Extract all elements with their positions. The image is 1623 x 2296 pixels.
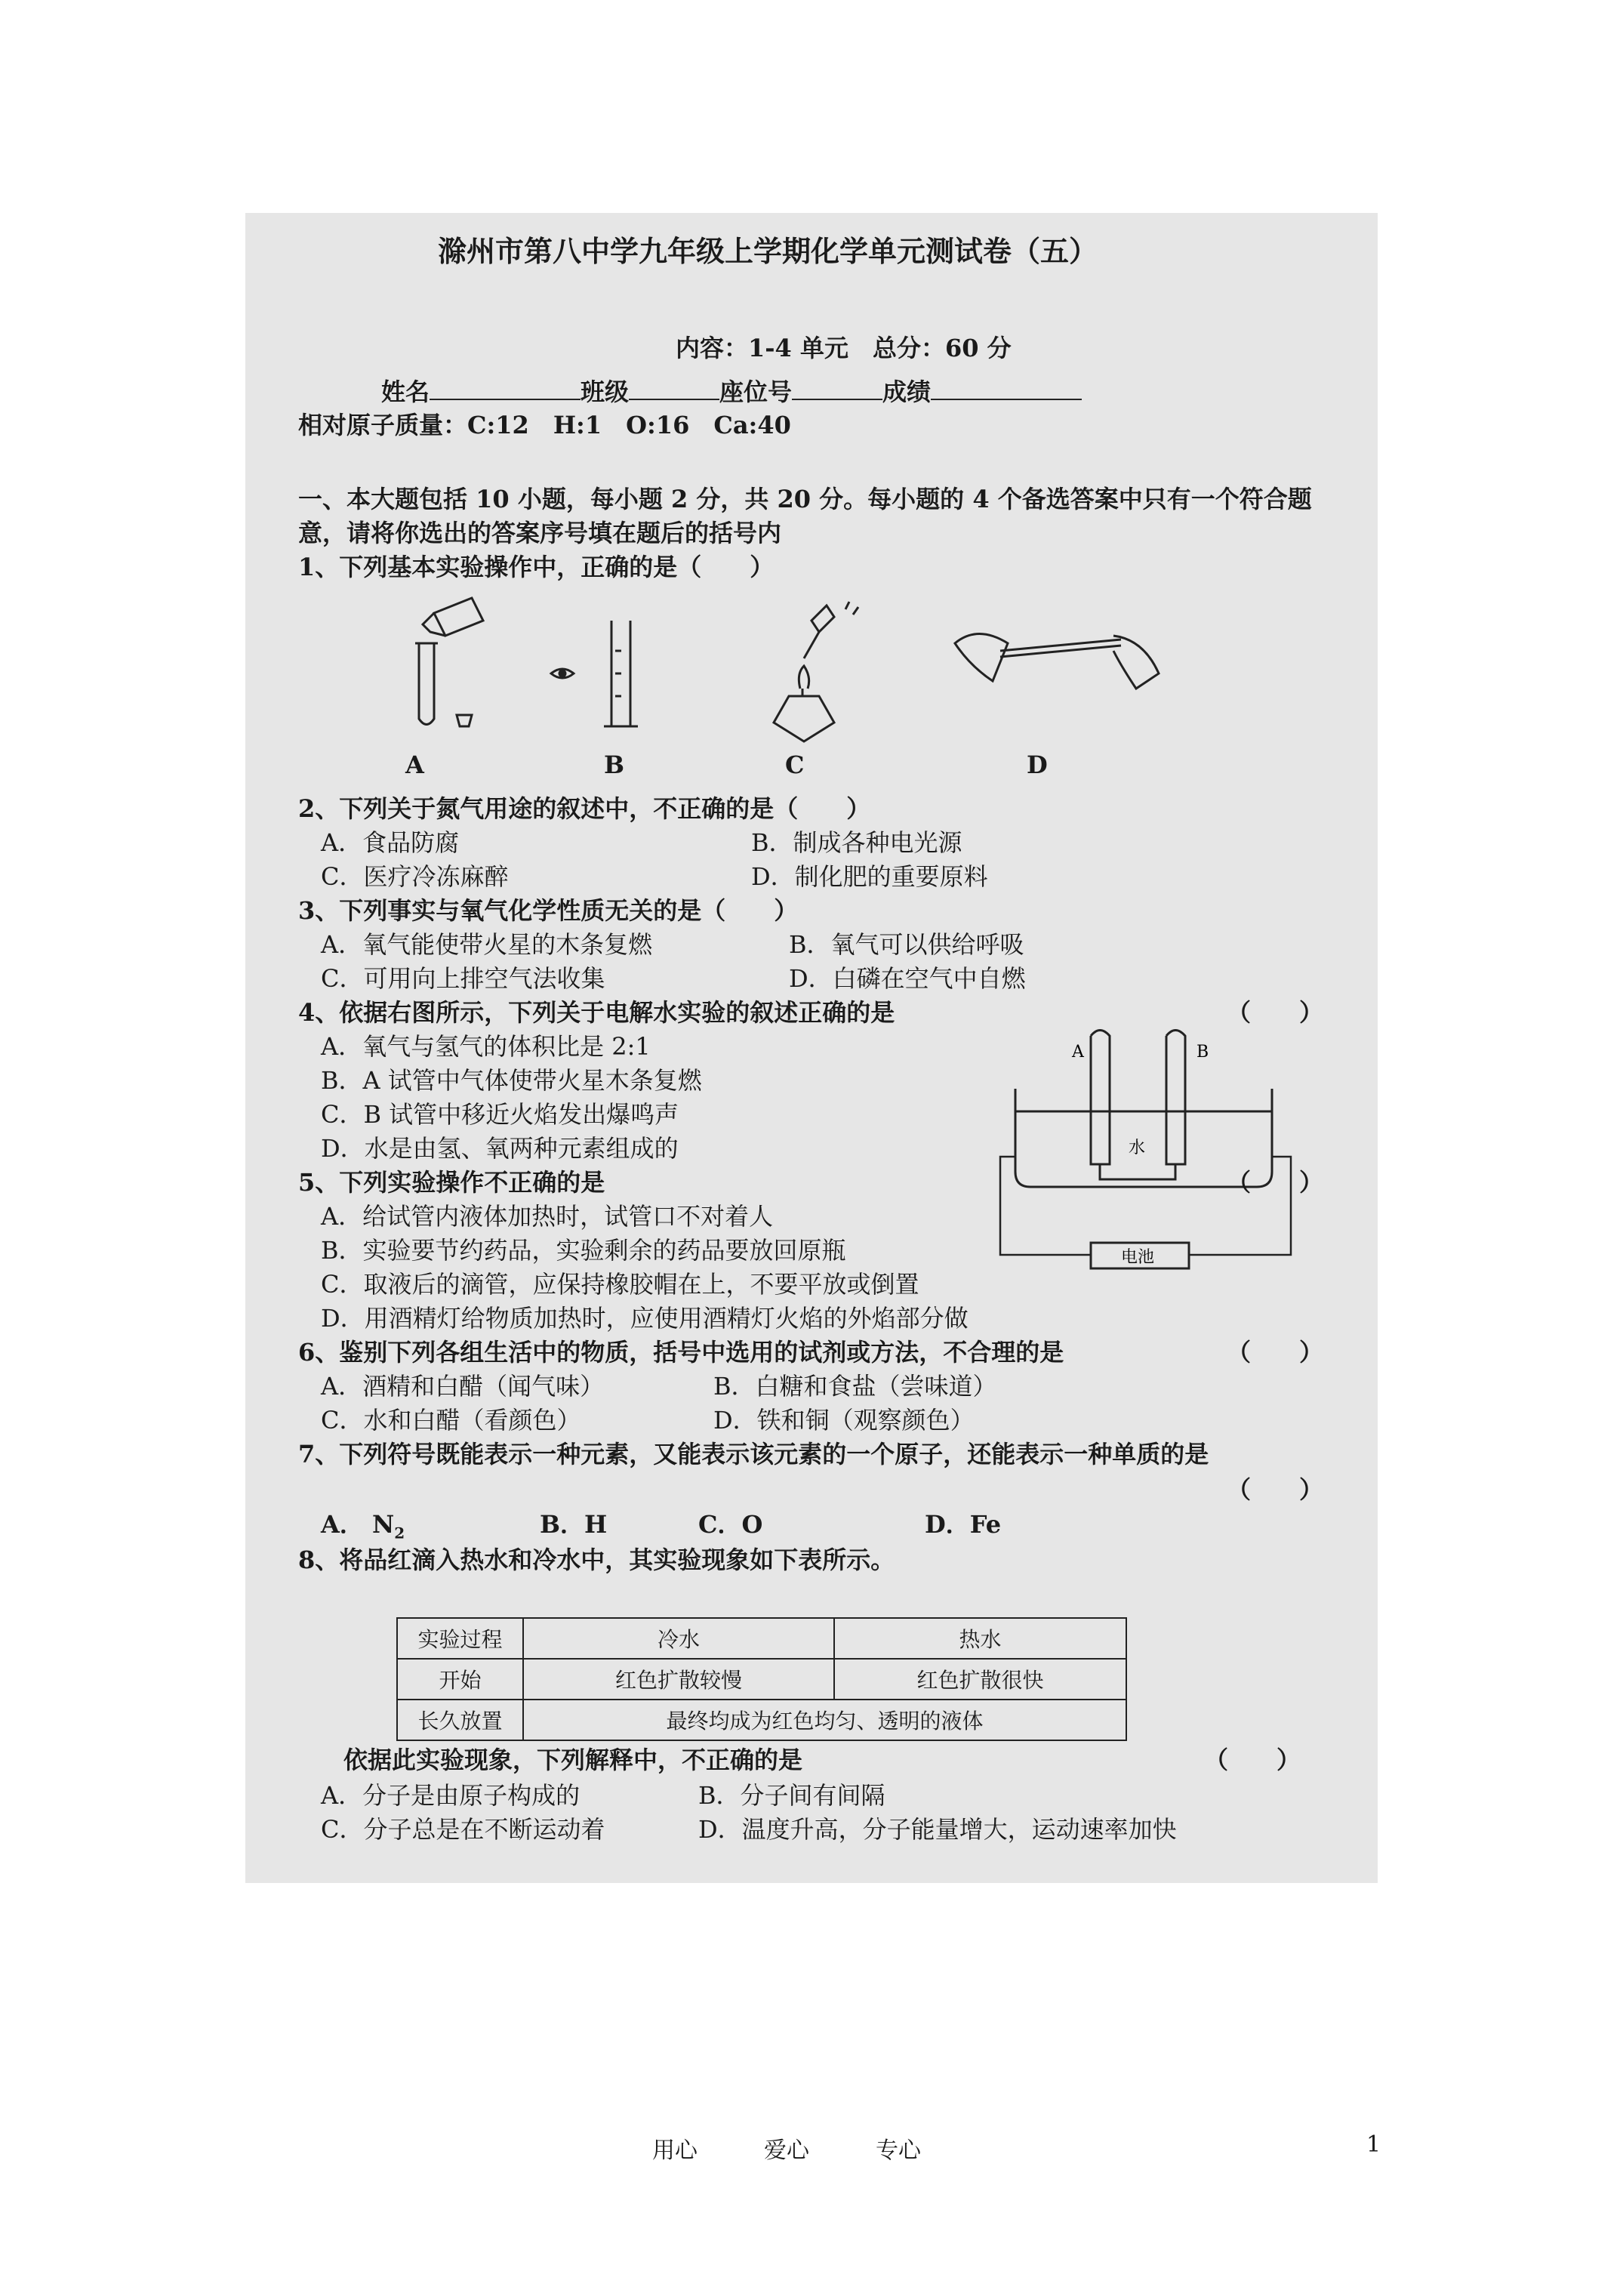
table-row: [397, 1700, 1126, 1740]
q2-stem: 2、下列关于氮气用途的叙述中，不正确的是（ ）: [298, 794, 871, 823]
footer-word-3: 专心: [876, 2137, 921, 2164]
q4-option-b: B．A 试管中气体使带火星木条复燃: [321, 1066, 702, 1095]
q7-option-a-label: A．: [321, 1510, 364, 1539]
test-tube-b-icon: [1166, 1031, 1185, 1165]
alcohol-lamp-icon: [774, 666, 834, 741]
q1-figure-c: [774, 598, 910, 749]
q4-option-c: C．B 试管中移近火焰发出爆鸣声: [321, 1100, 679, 1129]
q8-stem: 8、将品红滴入热水和冷水中，其实验现象如下表所示。: [298, 1546, 895, 1574]
class-label: 班级: [581, 378, 630, 406]
q7-option-a-symbol: N: [371, 1510, 395, 1539]
exam-title: 滁州市第八中学九年级上学期化学单元测试卷（五）: [438, 234, 1098, 268]
graduated-cylinder-icon: [604, 621, 638, 726]
eye-icon: [551, 669, 574, 678]
test-tube-a-icon: [1091, 1031, 1110, 1165]
score-label: 成绩: [882, 378, 932, 406]
q3-option-d: D．白磷在空气中自燃: [789, 964, 1026, 993]
q2-option-c: C．医疗冷冻麻醉: [321, 862, 509, 891]
q7-option-b: B．H: [540, 1510, 608, 1539]
q5-option-b: B．实验要节约药品，实验剩余的药品要放回原瓶: [321, 1236, 846, 1265]
fig-water-label: 水: [1129, 1139, 1146, 1157]
q8-option-b: B．分子间有间隔: [698, 1781, 885, 1810]
q8-answer-paren: （ ）: [1204, 1746, 1301, 1774]
hand-holding-tube-icon: [955, 634, 1159, 689]
q5-option-a: A．给试管内液体加热时，试管口不对着人: [321, 1202, 774, 1231]
q5-option-c: C．取液后的滴管，应保持橡胶帽在上，不要平放或倒置: [321, 1270, 919, 1299]
q5-answer-paren: （ ）: [1227, 1168, 1324, 1197]
student-info-line: [381, 378, 1082, 406]
q7-option-d: D．Fe: [925, 1510, 1002, 1539]
table-header-cell: 实验过程: [397, 1618, 523, 1659]
score-blank: [931, 378, 1082, 400]
name-label: 姓名: [381, 378, 430, 406]
table-cell: 开始: [397, 1659, 523, 1700]
q3-option-a: A．氧气能使带火星的木条复燃: [321, 930, 653, 959]
table-header-cell: 冷水: [523, 1618, 834, 1659]
q1-figure-b: [547, 621, 698, 741]
table-cell: 长久放置: [397, 1700, 523, 1740]
q4-electrolysis-figure: [1000, 1028, 1302, 1270]
q8-experiment-table: [396, 1617, 1127, 1741]
q1-label-c: C: [785, 750, 805, 779]
exam-meta: 内容：1-4 单元 总分：60 分: [676, 334, 1012, 362]
footer-word-2: 爱心: [764, 2137, 809, 2164]
q4-option-d: D．水是由氢、氧两种元素组成的: [321, 1134, 679, 1163]
q6-option-b: B．白糖和食盐（尝味道）: [713, 1372, 997, 1401]
q2-option-b: B．制成各种电光源: [751, 828, 962, 857]
q6-answer-paren: （ ）: [1227, 1338, 1324, 1367]
q6-option-c: C．水和白醋（看颜色）: [321, 1406, 581, 1435]
fig-battery-label: 电池: [1121, 1248, 1155, 1267]
name-blank: [430, 378, 581, 400]
q5-stem: 5、下列实验操作不正确的是: [298, 1168, 605, 1197]
q1-label-a: A: [405, 750, 424, 779]
atomic-mass-line: 相对原子质量：C:12 H:1 O:16 Ca:40: [298, 411, 791, 439]
scanned-exam-sheet: [245, 213, 1378, 1883]
q1-stem: 1、下列基本实验操作中，正确的是（ ）: [298, 553, 775, 581]
q2-option-a: A．食品防腐: [321, 828, 460, 857]
q7-option-c: C．O: [698, 1510, 763, 1539]
q1-label-d: D: [1027, 750, 1048, 779]
test-tube-icon: [415, 643, 438, 725]
page-number: 1: [1366, 2131, 1381, 2158]
q5-option-d: D．用酒精灯给物质加热时，应使用酒精灯火焰的外焰部分做: [321, 1304, 969, 1333]
q7-answer-paren: （ ）: [1227, 1475, 1324, 1504]
section1-instruction-line1: 一、本大题包括 10 小题，每小题 2 分，共 20 分。每小题的 4 个备选答案中只有一个符合题: [298, 485, 1312, 513]
table-cell: 红色扩散较慢: [523, 1659, 834, 1700]
q6-stem: 6、鉴别下列各组生活中的物质，括号中选用的试剂或方法，不合理的是: [298, 1338, 1064, 1367]
q7-stem: 7、下列符号既能表示一种元素，又能表示该元素的一个原子，还能表示一种单质的是: [298, 1440, 1209, 1469]
q1-figure-d: [947, 621, 1166, 711]
q8-option-c: C．分子总是在不断运动着: [321, 1815, 605, 1844]
seat-label: 座位号: [719, 378, 793, 406]
q7-option-a: [321, 1510, 405, 1542]
footer-word-1: 用心: [652, 2137, 698, 2164]
q8-option-d: D．温度升高，分子能量增大，运动速率加快: [698, 1815, 1177, 1844]
q8-stem2: 依据此实验现象，下列解释中，不正确的是: [343, 1746, 803, 1774]
stopper-icon: [457, 715, 472, 726]
section1-instruction-line2: 意，请将你选出的答案序号填在题后的括号内: [298, 519, 782, 547]
q6-option-d: D．铁和铜（观察颜色）: [713, 1406, 975, 1435]
q7-option-a-subscript: 2: [394, 1524, 405, 1542]
tilted-bottle-icon: [423, 598, 483, 636]
q1-label-b: B: [604, 750, 625, 779]
seat-blank: [792, 378, 882, 400]
q4-answer-paren: （ ）: [1227, 998, 1324, 1027]
q2-option-d: D．制化肥的重要原料: [751, 862, 988, 891]
class-blank: [629, 378, 719, 400]
q6-option-a: A．酒精和白醋（闻气味）: [321, 1372, 605, 1401]
electrode-icon: [1100, 1164, 1175, 1179]
q4-stem: 4、依据右图所示，下列关于电解水实验的叙述正确的是: [298, 998, 895, 1027]
q3-option-b: B．氧气可以供给呼吸: [789, 930, 1024, 959]
dropper-icon: [804, 602, 858, 658]
table-cell: 最终均成为红色均匀、透明的液体: [523, 1700, 1126, 1740]
q3-stem: 3、下列事实与氧气化学性质无关的是（ ）: [298, 896, 799, 925]
q3-option-c: C．可用向上排空气法收集: [321, 964, 605, 993]
table-header-cell: 热水: [834, 1618, 1126, 1659]
table-row: [397, 1659, 1126, 1700]
fig-tube-a-label: A: [1072, 1043, 1084, 1062]
q8-option-a: A．分子是由原子构成的: [321, 1781, 581, 1810]
fig-tube-b-label: B: [1196, 1043, 1209, 1062]
table-cell: 红色扩散很快: [834, 1659, 1126, 1700]
table-header-row: [397, 1618, 1126, 1659]
q4-option-a: A．氧气与氢气的体积比是 2:1: [321, 1032, 651, 1061]
